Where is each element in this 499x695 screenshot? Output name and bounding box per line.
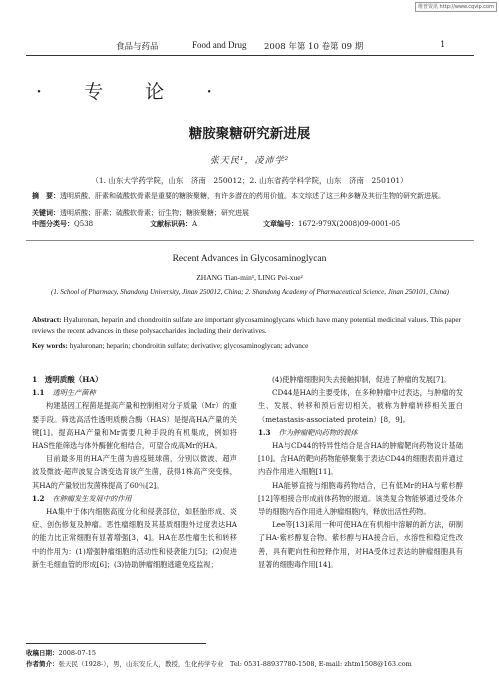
article-number bbox=[263, 219, 400, 229]
subsection-heading bbox=[32, 492, 237, 505]
english-abstract-label: Abstract: bbox=[32, 315, 62, 324]
body-paragraph: 构建基因工程菌是提高产量和控制相对分子质量（Mr）的重要手段。筛选高活性透明质酸合酶（HAS）是提高HA产量的关键[1]。提高HA产量和Mr需要几种手段的有机集成，例如将HAS性能筛选与体外酶催化相结合，可望合成高Mr的HA。 bbox=[32, 401, 237, 451]
article-label: 文章编号： bbox=[263, 219, 298, 228]
meta-rule bbox=[26, 240, 474, 241]
abstract-label: 摘 要： bbox=[32, 191, 60, 200]
abstract-zh bbox=[32, 190, 474, 202]
subsection-heading bbox=[258, 426, 463, 439]
body-paragraph: CD44是HA的主要受体，在多种肿瘤中过表达，与肿瘤的发生、发展、转移和预后密切相关，被称为肿瘤转移相关蛋白（metastasis-associated protein）[8，9]。 bbox=[258, 388, 463, 424]
keywords-zh bbox=[32, 207, 474, 219]
body-paragraph: (4)使肿瘤细胞间失去接触抑制，促进了肿瘤的发展[7]。 bbox=[272, 375, 451, 384]
clc-label: 中图分类号： bbox=[32, 219, 74, 228]
body-paragraph: HA能够直接与细胞毒药物结合，已有低Mr的HA与紫杉醇[12]等相接合形成前体药物的报道。该类复合物能够通过受体介导的细胞内吞作用进入肿瘤细胞内，释放出活性药物。 bbox=[258, 480, 463, 517]
header-rule bbox=[26, 55, 474, 56]
subsection-title: 透明生产菌种 bbox=[52, 388, 96, 398]
article-value: 1672-979X(2008)09-0001-05 bbox=[298, 220, 401, 228]
author-bio-text: 张天民（1928-），男，山东安丘人，教授，生化药学专业 Tel: 0531-88937780-1508, E-mail: zhtm1508@163.com bbox=[58, 660, 412, 668]
journal-name: 食品与药品 bbox=[116, 42, 159, 52]
subsection-title: 作为肿瘤靶向药物的载体 bbox=[278, 427, 358, 437]
body-paragraph: 目前最多用的HA产生菌为兽疫链球菌，分别以微波、超声波及微波-超声波复合诱变选育该产生菌，获得1株高产突变株，其HA的产量较出发菌株提高了60％[2]。 bbox=[32, 454, 237, 490]
english-abstract bbox=[32, 314, 474, 336]
english-keywords bbox=[32, 340, 474, 351]
subsection-number: 1.1 bbox=[32, 388, 45, 398]
keywords-text: 透明质酸；肝素；硫酸软骨素；衍生物；糖胺聚糖；研究进展 bbox=[60, 209, 249, 217]
english-affiliation: (1. School of Pharmacy, Shandong University, Jinan 250012, China; 2. Shandong Academy of Pharmaceutical Science, Jinan 250101, China) bbox=[50, 288, 450, 296]
subsection-number: 1.3 bbox=[258, 427, 271, 437]
body-paragraph: Lee等[13]采用一种可使HA在有机相中溶解的新方法，研制了HA-紫杉醇复合物。紫杉醇与HA接合后，水溶性和稳定性改善，具有靶向性和控释作用，对HA受体过表达的肿瘤细胞具有显著的细胞毒作用[14]。 bbox=[258, 520, 463, 569]
body-right-column bbox=[258, 373, 463, 571]
body-left-column bbox=[32, 373, 237, 571]
received-label: 收稿日期： bbox=[26, 649, 59, 657]
page-number: 1 bbox=[440, 40, 446, 50]
english-keywords-text: hyaluronan; heparin; chondroitin sulfate; derivative; glycosaminoglycan; advance bbox=[67, 341, 309, 350]
clc-number bbox=[32, 219, 93, 229]
doc-value: A bbox=[192, 220, 198, 228]
subsection-number: 1.2 bbox=[32, 493, 45, 503]
footnote-rule bbox=[26, 643, 206, 644]
english-authors: ZHANG Tian-min¹, LING Pei-xue² bbox=[196, 273, 303, 282]
journal-name-en: Food and Drug bbox=[192, 40, 247, 50]
issue-info: 2008 年第 10 卷第 09 期 bbox=[264, 42, 364, 52]
article-title: 糖胺聚糖研究新进展 bbox=[188, 126, 311, 142]
author-bio-label: 作者简介： bbox=[26, 660, 59, 668]
clc-value: Q538 bbox=[74, 220, 94, 228]
received-date bbox=[26, 648, 476, 658]
received-value: 2008-07-15 bbox=[58, 649, 96, 657]
affiliation: （1. 山东大学药学院，山东 济南 250012；2. 山东省药学科学院，山东 济南 250101） bbox=[91, 176, 408, 185]
section-heading-1: 1 透明质酸（HA） bbox=[32, 375, 103, 384]
doc-code bbox=[150, 219, 197, 229]
english-title: Recent Advances in Glycosaminoglycan bbox=[172, 254, 327, 264]
doc-label: 文献标识码： bbox=[150, 219, 192, 228]
watermark-stamp: 维普资讯 http://www.cqvip.com bbox=[415, 2, 497, 12]
body-paragraph: HA集中于体内细胞高度分化和侵袭部位，如胚胎形成、炎症、创伤修复及肿瘤。恶性瘤细胞及其基质细胞外过度表达HA的能力比正常细胞有显著增强[3，4]。HA在恶性瘤生长和转移中的作用为：(1)增强肿瘤细胞的活动性和侵袭能力[5]；(2)促进新生毛细血管的形成[6]；(3)协助肿瘤细胞逃避免疫监视； bbox=[32, 507, 237, 569]
body-paragraph: HA与CD44的特异性结合是含HA的肿瘤靶向药物设计基础[10]。含HA的靶向药物能够聚集于表达CD44的细胞表面并通过内吞作用进入细胞[11]。 bbox=[258, 441, 463, 477]
abstract-text: 透明质酸、肝素和硫酸软骨素是重要的糖胺聚糖，有许多潜在的药用价值。本文综述了这三种多糖及其衍生物的研究新进展。 bbox=[60, 192, 445, 200]
keywords-label: 关键词： bbox=[32, 208, 60, 217]
subsection-heading bbox=[32, 386, 237, 399]
section-heading: · 专 论 · bbox=[36, 81, 231, 103]
english-keywords-label: Key words: bbox=[32, 341, 68, 350]
english-abstract-text: Hyaluronan, heparin and chondroitin sulfate are important glycosaminoglycans which have many potential medicinal values. This paper reviews the recent advances in these polysaccharides including their derivatives. bbox=[32, 315, 462, 335]
author-bio bbox=[26, 659, 476, 669]
subsection-title: 在肿瘤发生发展中的作用 bbox=[52, 493, 132, 503]
authors: 张天民¹，凌沛学² bbox=[209, 156, 290, 166]
